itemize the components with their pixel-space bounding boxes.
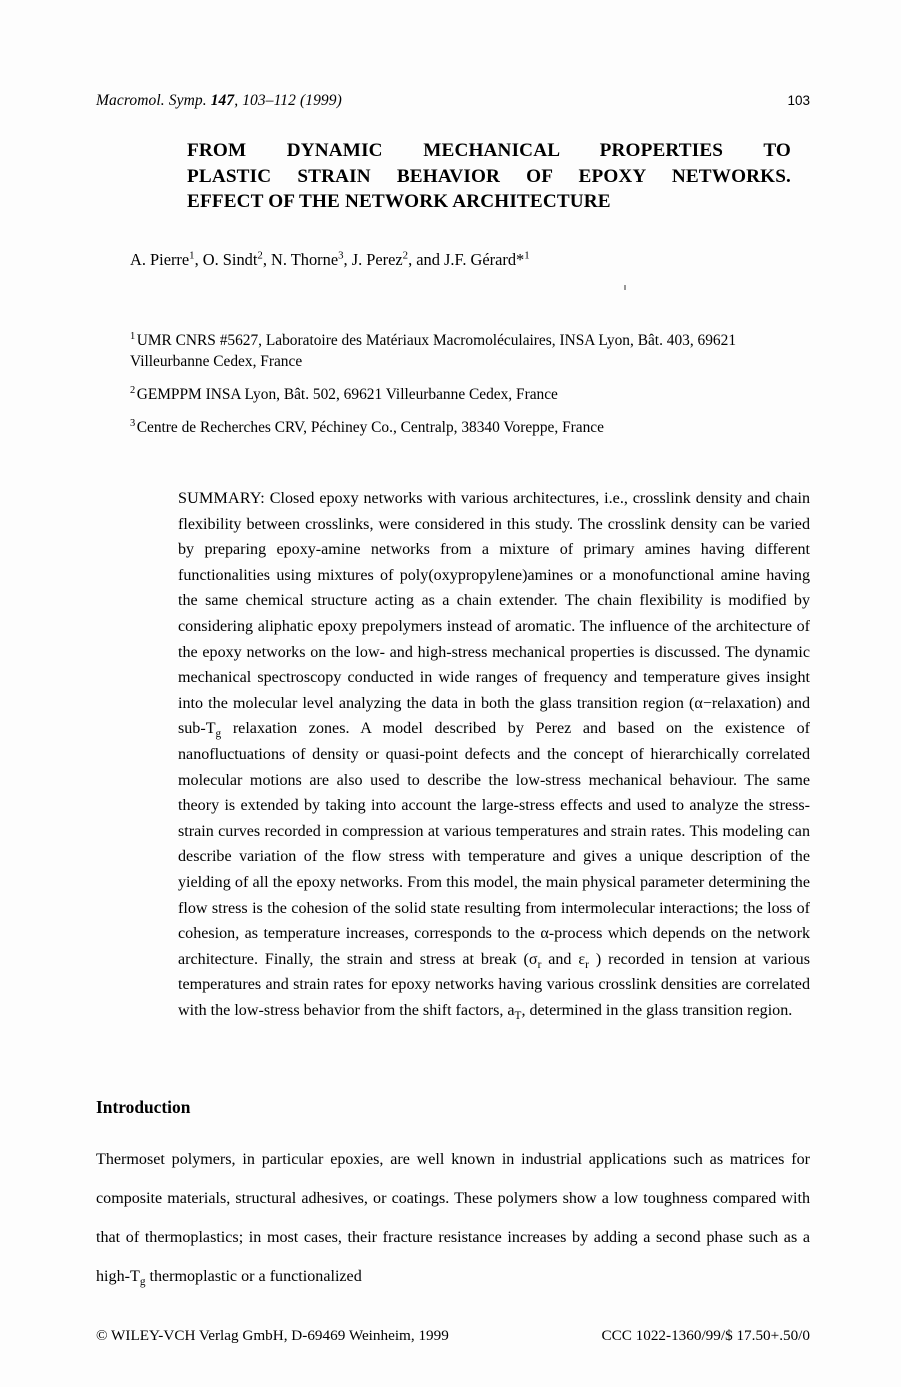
affiliation-text: GEMPPM INSA Lyon, Bât. 502, 69621 Villeurbanne Cedex, France (136, 386, 558, 403)
summary-label: SUMMARY: (178, 490, 265, 507)
author-1-affiliation-marker: 1 (189, 249, 195, 262)
affiliation-item (130, 384, 810, 405)
title-line-1: FROM DYNAMIC MECHANICAL PROPERTIES TO (187, 140, 791, 161)
page-title (187, 138, 791, 215)
author-4: , J. Perez (343, 250, 403, 269)
section-heading-introduction: Introduction (96, 1097, 191, 1117)
introduction-text-part-2: thermoplastic or a functionalized (145, 1268, 362, 1285)
affiliation-text: Centre de Recherches CRV, Péchiney Co., Centralp, 38340 Voreppe, France (136, 419, 604, 436)
summary-text-part-3: and ε (541, 950, 586, 968)
author-1: A. Pierre (130, 250, 190, 269)
journal-citation (96, 92, 342, 110)
author-3-affiliation-marker: 3 (338, 249, 344, 262)
affiliation-text: UMR CNRS #5627, Laboratoire des Matériaux Macromoléculaires, INSA Lyon, Bât. 403, 69621 Villeurbanne Cedex, France (130, 332, 737, 370)
subscript-t-shift: T (514, 1010, 522, 1023)
subscript-r-stress: r (537, 958, 542, 971)
journal-pages-year: , 103–112 (1999) (234, 92, 342, 109)
page-number: 103 (787, 93, 810, 108)
abstract-summary (178, 486, 810, 1023)
running-head (96, 92, 810, 110)
copyright-notice: © WILEY-VCH Verlag GmbH, D-69469 Weinheim, 1999 (96, 1327, 449, 1344)
scan-artifact-speck (624, 285, 626, 290)
title-line-3: EFFECT OF THE NETWORK ARCHITECTURE (187, 191, 611, 212)
subscript-g: g (215, 728, 222, 741)
title-line-2: PLASTIC STRAIN BEHAVIOR OF EPOXY NETWORKS. (187, 165, 791, 187)
author-2-affiliation-marker: 2 (257, 249, 263, 262)
subscript-g-tg: g (139, 1276, 146, 1289)
affiliation-marker: 3 (130, 417, 136, 429)
author-5-affiliation-marker: 1 (524, 249, 530, 262)
summary-text-part-1: Closed epoxy networks with various architectures, i.e., crosslink density and chain flexibility between crosslinks, were considered in this study. The crosslink density can be varied by preparing epoxy-amine networks from a mixture of primary amines having different functionalities using mixtures of poly(oxypropylene)amines or a monofunctional amine having the same chemical structure acting as a chain extender. The chain flexibility is modified by considering aliphatic epoxy prepolymers instead of aromatic. The influence of the architecture of the epoxy networks on the low- and high-stress mechanical properties is discussed. The dynamic mechanical spectroscopy conducted in wide ranges of frequency and temperature gives insight into the molecular level analyzing the data in both the glass transition region (α−relaxation) and sub-T (178, 490, 810, 738)
page-footer (96, 1327, 810, 1345)
summary-text-part-4: ) recorded in tension at various temperatures and strain rates for epoxy networks having various crosslink densities are correlated with the low-stress behavior from the shift factors, a (178, 950, 810, 1019)
journal-volume: 147 (210, 92, 235, 109)
affiliation-item (130, 417, 810, 438)
author-list (130, 249, 810, 271)
affiliation-marker: 1 (130, 330, 136, 342)
summary-text-part-5: , determined in the glass transition region. (521, 1001, 793, 1019)
introduction-paragraph (96, 1140, 810, 1296)
author-2: , O. Sindt (194, 250, 258, 269)
introduction-text-part-1: Thermoset polymers, in particular epoxies, are well known in industrial applications such as matrices for composite materials, structural adhesives, or coatings. These polymers show a low toughness compared with that of thermoplastics; in most cases, their fracture resistance increases by adding a second phase such as a high-T (96, 1151, 810, 1285)
summary-text-part-2: relaxation zones. A model described by Perez and based on the existence of nanofluctuations of density or quasi-point defects and the concept of hierarchically correlated molecular motions are also used to describe the low-stress mechanical behaviour. The same theory is extended by taking into account the large-stress effects and used to analyze the stress-strain curves recorded in compression at various temperatures and strain rates. This modeling can describe variation of the flow stress with temperature and gives a unique description of the yielding of all the epoxy networks. From this model, the main physical parameter determining the flow stress is the cohesion of the solid state resulting from intermolecular interactions; the loss of cohesion, as temperature increases, corresponds to the α-process which depends on the network architecture. Finally, the strain and stress at break (σ (178, 720, 810, 968)
ccc-code: CCC 1022-1360/99/$ 17.50+.50/0 (601, 1327, 810, 1344)
subscript-r-strain: r (585, 958, 589, 971)
author-4-affiliation-marker: 2 (402, 249, 409, 262)
author-5: , and J.F. Gérard* (408, 250, 525, 269)
affiliation-marker: 2 (130, 384, 136, 396)
author-3: , N. Thorne (262, 250, 339, 269)
affiliation-list (130, 330, 810, 450)
journal-name: Macromol. Symp. (96, 92, 207, 109)
affiliation-item (130, 330, 810, 372)
